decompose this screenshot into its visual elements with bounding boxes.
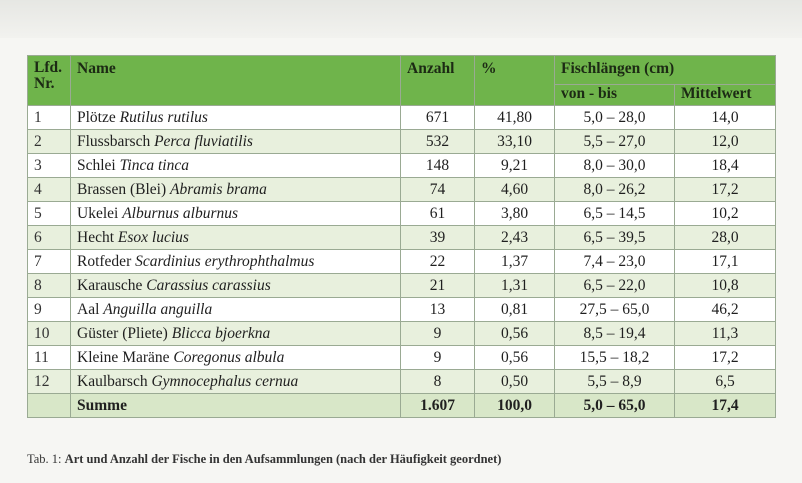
header-percent: % [475, 56, 555, 106]
summary-anzahl: 1.607 [401, 394, 475, 418]
row-anzahl: 532 [401, 130, 475, 154]
table-row [28, 250, 776, 274]
header-anzahl: Anzahl [401, 56, 475, 106]
row-percent: 3,80 [475, 202, 555, 226]
table-row [28, 226, 776, 250]
row-mean: 14,0 [675, 106, 776, 130]
row-common-name: Ukelei [77, 205, 119, 222]
row-nr: 7 [28, 250, 71, 274]
row-range: 8,0 – 30,0 [555, 154, 675, 178]
summary-mean: 17,4 [675, 394, 776, 418]
table-row [28, 202, 776, 226]
row-scientific-name: Coregonus albula [173, 349, 285, 366]
table-row [28, 154, 776, 178]
row-anzahl: 9 [401, 322, 475, 346]
row-name [71, 346, 401, 370]
table-row [28, 322, 776, 346]
row-range: 7,4 – 23,0 [555, 250, 675, 274]
row-name [71, 178, 401, 202]
row-range: 8,0 – 26,2 [555, 178, 675, 202]
row-name [71, 130, 401, 154]
row-percent: 2,43 [475, 226, 555, 250]
table-row [28, 178, 776, 202]
row-name [71, 202, 401, 226]
row-range: 5,5 – 8,9 [555, 370, 675, 394]
summary-nr [28, 394, 71, 418]
row-scientific-name: Carassius carassius [146, 277, 271, 294]
row-nr: 1 [28, 106, 71, 130]
row-anzahl: 21 [401, 274, 475, 298]
row-name [71, 154, 401, 178]
row-name [71, 370, 401, 394]
row-percent: 1,31 [475, 274, 555, 298]
summary-label: Summe [71, 394, 401, 418]
table-body [28, 106, 776, 418]
header-mittelwert: Mittelwert [675, 85, 776, 106]
table-row [28, 346, 776, 370]
row-anzahl: 671 [401, 106, 475, 130]
row-percent: 0,56 [475, 322, 555, 346]
header-name: Name [71, 56, 401, 106]
row-scientific-name: Scardinius erythrophthalmus [135, 253, 315, 270]
row-mean: 18,4 [675, 154, 776, 178]
row-range: 15,5 – 18,2 [555, 346, 675, 370]
row-name [71, 298, 401, 322]
row-nr: 12 [28, 370, 71, 394]
row-range: 6,5 – 39,5 [555, 226, 675, 250]
row-anzahl: 39 [401, 226, 475, 250]
row-percent: 1,37 [475, 250, 555, 274]
row-common-name: Rotfeder [77, 253, 132, 270]
row-mean: 28,0 [675, 226, 776, 250]
caption-text: Art und Anzahl der Fische in den Aufsammlungen (nach der Häufigkeit geordnet) [64, 452, 502, 466]
row-common-name: Schlei [77, 157, 116, 174]
caption-prefix: Tab. 1: [27, 452, 62, 466]
table-row [28, 370, 776, 394]
row-range: 27,5 – 65,0 [555, 298, 675, 322]
row-percent: 0,50 [475, 370, 555, 394]
row-anzahl: 9 [401, 346, 475, 370]
table-header [28, 56, 776, 106]
row-percent: 41,80 [475, 106, 555, 130]
row-scientific-name: Esox lucius [117, 229, 189, 246]
row-name [71, 322, 401, 346]
row-percent: 0,81 [475, 298, 555, 322]
row-name [71, 226, 401, 250]
row-nr: 5 [28, 202, 71, 226]
row-nr: 3 [28, 154, 71, 178]
row-scientific-name: Gymnocephalus cernua [151, 373, 299, 390]
row-anzahl: 74 [401, 178, 475, 202]
row-scientific-name: Abramis brama [169, 181, 267, 198]
row-mean: 6,5 [675, 370, 776, 394]
row-nr: 10 [28, 322, 71, 346]
row-scientific-name: Perca fluviatilis [154, 133, 253, 150]
header-fischlaengen: Fischlängen (cm) [555, 56, 776, 85]
row-nr: 4 [28, 178, 71, 202]
row-nr: 11 [28, 346, 71, 370]
row-scientific-name: Blicca bjoerkna [171, 325, 271, 342]
row-percent: 9,21 [475, 154, 555, 178]
row-scientific-name: Alburnus alburnus [122, 205, 239, 222]
row-mean: 46,2 [675, 298, 776, 322]
row-name [71, 106, 401, 130]
row-common-name: Kaulbarsch [77, 373, 148, 390]
summary-percent: 100,0 [475, 394, 555, 418]
row-mean: 11,3 [675, 322, 776, 346]
row-mean: 12,0 [675, 130, 776, 154]
row-range: 5,0 – 28,0 [555, 106, 675, 130]
row-percent: 33,10 [475, 130, 555, 154]
row-mean: 17,2 [675, 178, 776, 202]
row-nr: 9 [28, 298, 71, 322]
row-anzahl: 61 [401, 202, 475, 226]
row-nr: 6 [28, 226, 71, 250]
row-percent: 0,56 [475, 346, 555, 370]
row-mean: 10,2 [675, 202, 776, 226]
row-nr: 8 [28, 274, 71, 298]
row-anzahl: 148 [401, 154, 475, 178]
page-top-strip [0, 0, 802, 38]
row-range: 5,5 – 27,0 [555, 130, 675, 154]
row-range: 6,5 – 22,0 [555, 274, 675, 298]
row-nr: 2 [28, 130, 71, 154]
summary-row [28, 394, 776, 418]
row-scientific-name: Tinca tinca [119, 157, 189, 174]
row-common-name: Güster (Pliete) [77, 325, 168, 342]
summary-range: 5,0 – 65,0 [555, 394, 675, 418]
row-scientific-name: Rutilus rutilus [119, 109, 208, 126]
header-nr: Lfd. Nr. [28, 56, 71, 106]
header-von-bis: von - bis [555, 85, 675, 106]
row-anzahl: 13 [401, 298, 475, 322]
row-anzahl: 22 [401, 250, 475, 274]
row-range: 8,5 – 19,4 [555, 322, 675, 346]
fish-table [27, 55, 776, 418]
table-caption [27, 452, 501, 467]
row-common-name: Flussbarsch [77, 133, 151, 150]
row-name [71, 250, 401, 274]
row-mean: 17,2 [675, 346, 776, 370]
row-anzahl: 8 [401, 370, 475, 394]
table-row [28, 298, 776, 322]
table-row [28, 274, 776, 298]
row-common-name: Plötze [77, 109, 116, 126]
row-common-name: Kleine Maräne [77, 349, 170, 366]
row-percent: 4,60 [475, 178, 555, 202]
row-scientific-name: Anguilla anguilla [103, 301, 213, 318]
row-common-name: Aal [77, 301, 100, 318]
table-row [28, 106, 776, 130]
row-range: 6,5 – 14,5 [555, 202, 675, 226]
table-row [28, 130, 776, 154]
row-name [71, 274, 401, 298]
row-common-name: Karausche [77, 277, 143, 294]
row-common-name: Hecht [77, 229, 115, 246]
row-common-name: Brassen (Blei) [77, 181, 167, 198]
row-mean: 10,8 [675, 274, 776, 298]
row-mean: 17,1 [675, 250, 776, 274]
